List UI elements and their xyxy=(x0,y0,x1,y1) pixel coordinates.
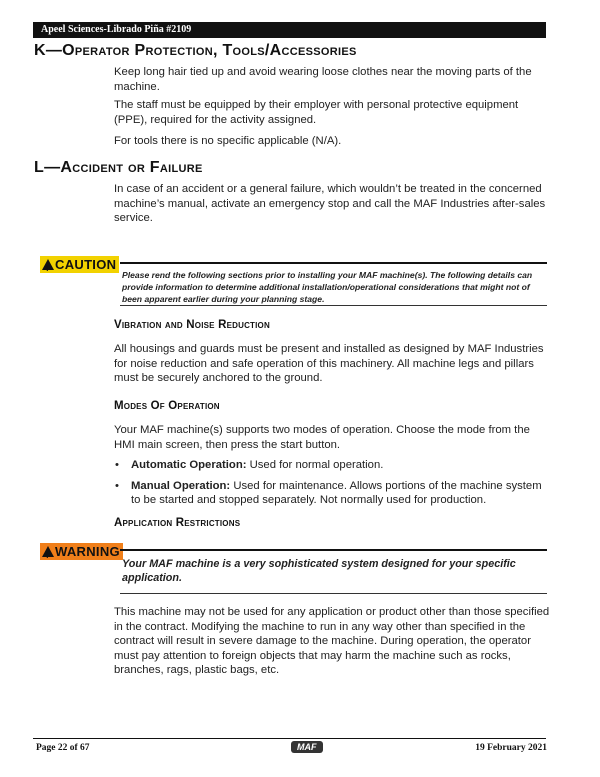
bullet-list xyxy=(114,458,550,508)
vibration-heading: Vibration and Noise Reduction xyxy=(114,319,270,331)
bullet-term: Manual Operation: xyxy=(131,479,231,492)
warning-rule-top xyxy=(120,549,547,551)
bullet-icon: • xyxy=(115,459,119,471)
bullet-text: Used for maintenance. Allows portions of the machine system to be started and stopped separately. Not normally used for production. xyxy=(131,479,542,507)
caution-rule-top xyxy=(120,262,547,264)
warning-text: Your MAF machine is a very sophisticated system designed for your specific application. xyxy=(122,558,516,584)
maf-logo: MAF xyxy=(291,741,323,753)
warning-triangle-icon xyxy=(42,259,54,270)
restrictions-paragraph: This machine may not be used for any application or product other than those specified in the contract. Modifying the machine to run in any way other than specified in the contract will result in severe damage to the machine. During operation, the operator must pay attention to foreign objects that may harm the machine such as rocks, branches, rags, plastic bags, etc. xyxy=(114,606,550,677)
section-k-heading: K—Operator Protection, Tools/Accessories xyxy=(34,42,357,59)
modes-heading: Modes Of Operation xyxy=(114,400,220,412)
warning-badge: !WARNING xyxy=(40,543,123,560)
list-item xyxy=(114,479,550,508)
list-item xyxy=(114,458,550,473)
section-k-paragraph-1: Keep long hair tied up and avoid wearing loose clothes near the moving parts of the machine. xyxy=(114,66,532,93)
vibration-paragraph: All housings and guards must be present and installed as designed by MAF Industries for noise reduction and safe operation of this machinery. All machine legs and pillars must be securely anchored to the ground. xyxy=(114,343,544,385)
section-k-paragraph-3: For tools there is no specific applicable (N/A). xyxy=(114,135,342,147)
caution-badge: !CAUTION xyxy=(40,256,119,273)
bullet-term: Automatic Operation: xyxy=(131,459,247,471)
caution-text: Please rend the following sections prior to installing your MAF machine(s). The following details can provide information to determine additional installation/operational considerations that might not of been apparent earlier during your planning stage. xyxy=(122,270,533,304)
section-l-heading: L—Accident or Failure xyxy=(34,159,203,176)
footer-rule xyxy=(33,738,546,739)
restrictions-heading: Application Restrictions xyxy=(114,517,241,529)
warning-rule-bottom xyxy=(120,593,547,594)
warning-triangle-icon xyxy=(42,546,54,557)
bullet-text: Used for normal operation. xyxy=(249,459,384,471)
section-k-paragraph-2: The staff must be equipped by their employer with personal protective equipment (PPE), required for the activity assigned. xyxy=(114,99,519,126)
page-number: Page 22 of 67 xyxy=(36,743,90,753)
footer-date: 19 February 2021 xyxy=(475,743,547,753)
document-header: Apeel Sciences-Librado Piña #2109 xyxy=(33,22,546,38)
bullet-icon: • xyxy=(115,479,119,492)
section-l-paragraph: In case of an accident or a general failure, which wouldn’t be treated in the concerned machine’s manual, activate an emergency stop and call the MAF Industries after-sales service. xyxy=(114,183,546,225)
modes-paragraph: Your MAF machine(s) supports two modes of operation. Choose the mode from the HMI main screen, then press the start button. xyxy=(114,424,530,451)
caution-rule-bottom xyxy=(120,305,547,306)
